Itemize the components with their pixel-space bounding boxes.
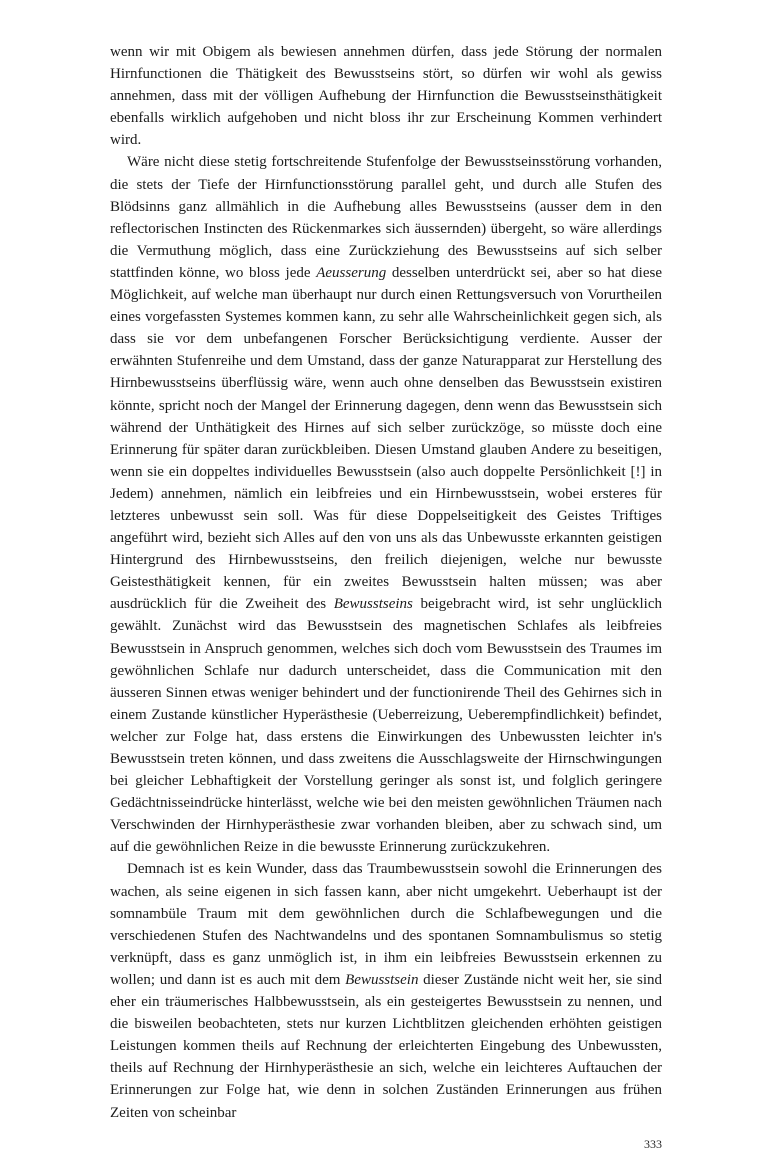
text-segment: beigebracht wird, ist sehr unglücklich gewählt. Zunächst wird das Bewusstsein des magnetischen Schlafes als leibfreies Bewusstsein in Anspruch genommen, welches sich doch vom Bewusstsein des Traumes im gewöhnlichen Schlafe nur dadurch unterscheidet, dass die Communication mit den äusseren Sinnen etwas weniger behindert und der functionirende Theil des Gehirnes sich in einem Zustande künstlicher Hyperästhesie (Ueberreizung, Ueberempfindlichkeit) befindet, welcher zur Folge hat, dass erstens die Einwirkungen des Unbewussten leichter in's Bewusstsein treten können, und dass zweitens die Ausschlagsweite der Hirnschwingungen bei gleicher Lebhaftigkeit der Vorstellung geringer als sonst ist, und folglich geringere Gedächtnisseindrücke hinterlässt, welche wie bei den meisten gewöhnlichen Träumen nach Verschwinden der Hirnhyperästhesie zwar vorhanden bleiben, aber zu schwach sind, um auf die gewöhnlichen Reize in die bewusste Erinnerung zurückzukehren.	[110, 596, 662, 856]
text-segment: wenn wir mit Obigem als bewiesen annehmen dürfen, dass jede Störung der normalen Hirnfunctionen die Thätigkeit des Bewusstseins stört, so dürfen wir wohl als gewiss annehmen, dass mit der völligen Aufhebung der Hirnfunction die Bewusstseinsthätigkeit ebenfalls wirklich aufgehoben und nicht bloss ihr zur Erscheinung Kommen verhindert wird.	[110, 44, 662, 149]
italic-term: Aeusserung	[316, 264, 387, 281]
text-segment: Wäre nicht diese stetig fortschreitende Stufenfolge der Bewusstseinsstörung vorhanden, die stets der Tiefe der Hirnfunctionsstörung parallel geht, und durch alle Stufen des Blödsinns ganz allmählich in die Aufhebung alles Bewusstseins (ausser dem in den reflectorischen Instincten des Rückenmarkes sich äussernden) übergeht, so wäre allerdings die Vermuthung möglich, dass eine Zurückziehung des Bewusstseins auf sich selber stattfinden könne, wo bloss jede	[110, 154, 662, 281]
italic-term: Bewusstseins	[333, 596, 413, 613]
body-text	[110, 41, 662, 1124]
paragraph	[110, 151, 662, 858]
text-segment: Demnach ist es kein Wunder, dass das Traumbewusstsein sowohl die Erinnerungen des wachen, als seine eigenen in sich fassen kann, aber nicht umgekehrt. Ueberhaupt ist der somnambüle Traum mit dem gewöhnlichen durch die Schlafbewegungen und die verschiedenen Stufen des Nachtwandelns und des spontanen Somnambulismus so stetig verknüpft, dass es ganz unmöglich ist, in ihm ein leibfreies Bewusstsein erkennen zu wollen; und dann ist es auch mit dem	[110, 861, 662, 988]
paragraph	[110, 41, 662, 151]
text-segment: desselben unterdrückt sei, aber so hat diese Möglichkeit, auf welche man überhaupt nur durch einen Rettungsversuch von Vorurtheilen eines vorgefassten Systemes kommen kann, zu sehr alle Wahrscheinlichkeit gegen sich, als dass sie vor dem unbefangenen Forscher Berücksichtigung verdiente. Ausser der erwähnten Stufenreihe und dem Umstand, dass der ganze Naturapparat zur Herstellung des Hirnbewusstseins überflüssig wäre, wenn auch ohne denselben das Bewusstsein existiren könnte, spricht noch der Mangel der Erinnerung dagegen, denn wenn das Bewusstsein sich während der Unthätigkeit des Hirnes auf sich selber zurückzöge, so müsste doch eine Erinnerung für später daran zurückbleiben. Diesen Umstand glauben Andere zu beseitigen, wenn sie ein doppeltes individuelles Bewusstsein (also auch doppelte Persönlichkeit [!] in Jedem) annehmen, nämlich ein leibfreies und ein Hirnbewusstsein, wobei ersteres für letzteres unbewusst sein soll. Was für diese Doppelseitigkeit des Geistes Triftiges angeführt wird, bezieht sich Alles auf den von uns als das Unbewusste erkannten geistigen Hintergrund des Hirnbewusstseins, den freilich diejenigen, welche nur bewusste Geistesthätigkeit kennen, für ein zweites Bewusstsein halten müssen; was aber ausdrücklich für die Zweiheit des	[110, 264, 662, 613]
text-segment: dieser Zustände nicht weit her, sie sind eher ein träumerisches Halbbewusstsein, als ein gesteigertes Bewusstsein zu nennen, und die bisweilen beobachteten, stets nur kurzen Lichtblitzen gleichenden erhöhten geistigen Leistungen kommen theils auf Rechnung der erleichterten Eingebung des Unbewussten, theils auf Rechnung der Hirnhyperästhesie an sich, welche ein leichteres Auftauchen der Erinnerungen zur Folge hat, wie denn in solchen Zuständen Erinnerungen aus frühen Zeiten von scheinbar	[110, 971, 662, 1121]
italic-term: Bewusstsein	[345, 971, 419, 988]
paragraph	[110, 858, 662, 1123]
page-number: 333	[644, 1136, 662, 1151]
